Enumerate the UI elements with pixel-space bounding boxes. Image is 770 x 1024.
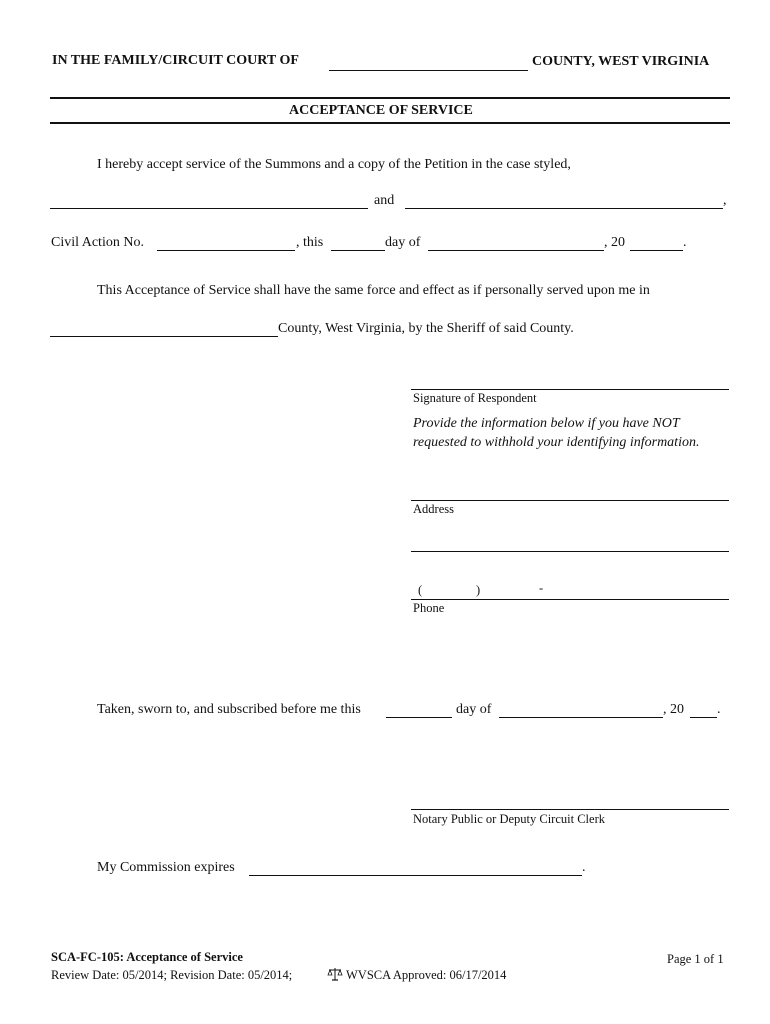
period-text: . xyxy=(683,235,687,250)
page-number: Page 1 of 1 xyxy=(667,952,724,966)
day-of-text: day of xyxy=(385,235,421,250)
year-blank[interactable] xyxy=(630,250,683,251)
sworn-period: . xyxy=(717,702,721,717)
respondent-blank[interactable] xyxy=(405,208,723,209)
phone-dash: - xyxy=(539,581,544,595)
identity-note-line1: Provide the information below if you have NOT xyxy=(413,416,680,431)
page-title: ACCEPTANCE OF SERVICE xyxy=(289,103,473,118)
form-id: SCA-FC-105: Acceptance of Service xyxy=(51,950,243,964)
petitioner-blank[interactable] xyxy=(50,208,368,209)
identity-note-line2: requested to withhold your identifying information. xyxy=(413,435,700,450)
civil-action-label: Civil Action No. xyxy=(51,235,144,250)
address-label: Address xyxy=(413,502,454,516)
phone-open-paren: ( xyxy=(418,583,423,597)
court-suffix: COUNTY, WEST VIRGINIA xyxy=(532,54,710,69)
signature-line[interactable] xyxy=(411,389,729,390)
commission-period: . xyxy=(582,860,586,875)
phone-close-paren: ) xyxy=(476,583,481,597)
title-rule-bottom xyxy=(50,122,730,124)
sworn-day-of-text: day of xyxy=(456,702,492,717)
sworn-year-prefix: , 20 xyxy=(663,702,684,717)
county-served-text: County, West Virginia, by the Sheriff of said County. xyxy=(278,321,574,336)
notary-signature-line[interactable] xyxy=(411,809,729,810)
this-text: , this xyxy=(296,235,324,250)
address-line-2[interactable] xyxy=(411,551,729,552)
phone-label: Phone xyxy=(413,601,445,615)
sworn-year-blank[interactable] xyxy=(690,717,717,718)
county-blank[interactable] xyxy=(329,70,528,71)
commission-label: My Commission expires xyxy=(97,860,235,875)
intro-paragraph: I hereby accept service of the Summons and a copy of the Petition in the case styled, xyxy=(97,157,571,172)
year-prefix-text: , 20 xyxy=(604,235,625,250)
sworn-text: Taken, sworn to, and subscribed before me this xyxy=(97,702,361,717)
county-served-blank[interactable] xyxy=(50,336,278,337)
day-blank[interactable] xyxy=(331,250,385,251)
notary-label: Notary Public or Deputy Circuit Clerk xyxy=(413,812,605,826)
approved-date: WVSCA Approved: 06/17/2014 xyxy=(346,968,507,982)
sworn-day-blank[interactable] xyxy=(386,717,452,718)
phone-line[interactable] xyxy=(411,599,729,600)
title-rule-top xyxy=(50,97,730,99)
civil-action-blank[interactable] xyxy=(157,250,295,251)
scales-of-justice-icon xyxy=(327,966,343,987)
signature-label: Signature of Respondent xyxy=(413,391,537,405)
review-dates: Review Date: 05/2014; Revision Date: 05/2014; xyxy=(51,968,293,982)
comma-text: , xyxy=(723,193,727,208)
court-prefix: IN THE FAMILY/CIRCUIT COURT OF xyxy=(52,53,299,68)
month-blank[interactable] xyxy=(428,250,604,251)
force-effect-paragraph: This Acceptance of Service shall have the same force and effect as if personally served upon me in xyxy=(97,283,650,298)
sworn-month-blank[interactable] xyxy=(499,717,663,718)
and-text: and xyxy=(374,193,395,208)
address-line-1[interactable] xyxy=(411,500,729,501)
commission-blank[interactable] xyxy=(249,875,582,876)
